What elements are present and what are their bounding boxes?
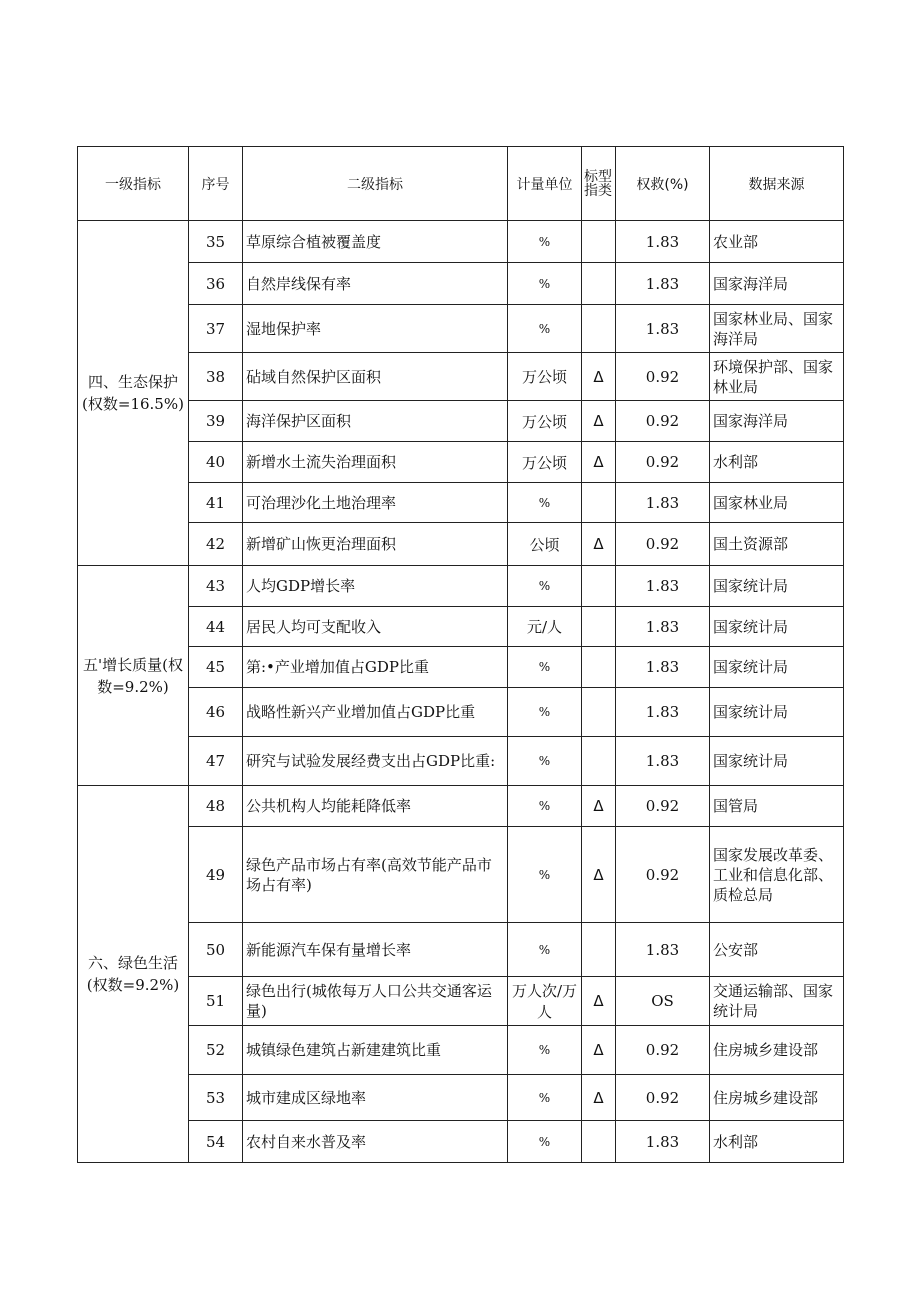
data-source-cell: 国家海洋局 bbox=[710, 401, 844, 442]
table-row bbox=[78, 442, 844, 483]
table-row bbox=[78, 607, 844, 647]
seq-cell: 51 bbox=[189, 977, 243, 1026]
data-source-cell: 国家林业局、国家海洋局 bbox=[710, 305, 844, 353]
seq-cell: 37 bbox=[189, 305, 243, 353]
weight-cell: 0.92 bbox=[616, 827, 710, 923]
secondary-indicator-cell: 可治理沙化土地治理率 bbox=[243, 483, 508, 523]
data-source-cell: 农业部 bbox=[710, 221, 844, 263]
weight-cell: 1.83 bbox=[616, 647, 710, 688]
unit-cell: 元/人 bbox=[508, 607, 582, 647]
secondary-indicator-cell: 绿色出行(城侬每万人口公共交通客运量) bbox=[243, 977, 508, 1026]
indicator-type-cell bbox=[582, 221, 616, 263]
header-seq: 序号 bbox=[189, 147, 243, 221]
seq-cell: 40 bbox=[189, 442, 243, 483]
table-header-row bbox=[78, 147, 844, 221]
seq-cell: 38 bbox=[189, 353, 243, 401]
indicator-type-cell: Δ bbox=[582, 401, 616, 442]
secondary-indicator-cell: 城市建成区绿地率 bbox=[243, 1075, 508, 1121]
seq-cell: 54 bbox=[189, 1121, 243, 1163]
indicator-type-cell: Δ bbox=[582, 353, 616, 401]
seq-cell: 50 bbox=[189, 923, 243, 977]
weight-cell: 1.83 bbox=[616, 688, 710, 737]
unit-cell: % bbox=[508, 221, 582, 263]
unit-cell: % bbox=[508, 786, 582, 827]
unit-cell: % bbox=[508, 688, 582, 737]
table-row bbox=[78, 737, 844, 786]
secondary-indicator-cell: 绿色产品市场占有率(高效节能产品市场占有率) bbox=[243, 827, 508, 923]
unit-cell: % bbox=[508, 263, 582, 305]
secondary-indicator-cell: 公共机构人均能耗降低率 bbox=[243, 786, 508, 827]
unit-cell: 万人次/万人 bbox=[508, 977, 582, 1026]
weight-cell: OS bbox=[616, 977, 710, 1026]
seq-cell: 39 bbox=[189, 401, 243, 442]
data-source-cell: 住房城乡建设部 bbox=[710, 1026, 844, 1075]
data-source-cell: 国家林业局 bbox=[710, 483, 844, 523]
weight-cell: 0.92 bbox=[616, 786, 710, 827]
secondary-indicator-cell: 湿地保护率 bbox=[243, 305, 508, 353]
seq-cell: 43 bbox=[189, 566, 243, 607]
indicator-type-cell bbox=[582, 737, 616, 786]
weight-cell: 1.83 bbox=[616, 607, 710, 647]
weight-cell: 0.92 bbox=[616, 1075, 710, 1121]
table-row bbox=[78, 1121, 844, 1163]
unit-cell: % bbox=[508, 1075, 582, 1121]
header-secondary-indicator: 二级指标 bbox=[243, 147, 508, 221]
primary-indicator-cell: 六、绿色生活(权数=9.2%) bbox=[78, 786, 189, 1163]
table-row bbox=[78, 305, 844, 353]
unit-cell: 万公顷 bbox=[508, 401, 582, 442]
seq-cell: 47 bbox=[189, 737, 243, 786]
data-source-cell: 水利部 bbox=[710, 442, 844, 483]
weight-cell: 0.92 bbox=[616, 442, 710, 483]
weight-cell: 1.83 bbox=[616, 566, 710, 607]
indicator-type-cell: Δ bbox=[582, 1075, 616, 1121]
secondary-indicator-cell: 新能源汽车保有量增长率 bbox=[243, 923, 508, 977]
secondary-indicator-cell: 人均GDP增长率 bbox=[243, 566, 508, 607]
weight-cell: 1.83 bbox=[616, 1121, 710, 1163]
seq-cell: 36 bbox=[189, 263, 243, 305]
indicator-type-cell bbox=[582, 1121, 616, 1163]
data-source-cell: 国家统计局 bbox=[710, 607, 844, 647]
header-primary-indicator: 一级指标 bbox=[78, 147, 189, 221]
secondary-indicator-cell: 研究与试验发展经费支出占GDP比重: bbox=[243, 737, 508, 786]
data-source-cell: 水利部 bbox=[710, 1121, 844, 1163]
table-row bbox=[78, 263, 844, 305]
unit-cell: 万公顷 bbox=[508, 353, 582, 401]
weight-cell: 0.92 bbox=[616, 353, 710, 401]
indicator-type-cell bbox=[582, 688, 616, 737]
weight-cell: 1.83 bbox=[616, 923, 710, 977]
secondary-indicator-cell: 自然岸线保有率 bbox=[243, 263, 508, 305]
seq-cell: 41 bbox=[189, 483, 243, 523]
unit-cell: % bbox=[508, 305, 582, 353]
unit-cell: % bbox=[508, 737, 582, 786]
weight-cell: 0.92 bbox=[616, 401, 710, 442]
seq-cell: 48 bbox=[189, 786, 243, 827]
data-source-cell: 住房城乡建设部 bbox=[710, 1075, 844, 1121]
data-source-cell: 环境保护部、国家林业局 bbox=[710, 353, 844, 401]
seq-cell: 49 bbox=[189, 827, 243, 923]
indicator-type-cell bbox=[582, 305, 616, 353]
indicator-type-cell bbox=[582, 607, 616, 647]
table-row bbox=[78, 1075, 844, 1121]
unit-cell: % bbox=[508, 827, 582, 923]
secondary-indicator-cell: 第:•产业增加值占GDP比重 bbox=[243, 647, 508, 688]
seq-cell: 35 bbox=[189, 221, 243, 263]
secondary-indicator-cell: 砧域自然保护区面积 bbox=[243, 353, 508, 401]
header-unit: 计量单位 bbox=[508, 147, 582, 221]
secondary-indicator-cell: 新增矿山恢更治理面积 bbox=[243, 523, 508, 566]
weight-cell: 1.83 bbox=[616, 263, 710, 305]
indicator-type-cell: Δ bbox=[582, 442, 616, 483]
primary-indicator-cell: 四、生态保护(权数=16.5%) bbox=[78, 221, 189, 566]
weight-cell: 0.92 bbox=[616, 1026, 710, 1075]
indicator-type-cell: Δ bbox=[582, 786, 616, 827]
seq-cell: 53 bbox=[189, 1075, 243, 1121]
data-source-cell: 国管局 bbox=[710, 786, 844, 827]
secondary-indicator-cell: 农村自来水普及率 bbox=[243, 1121, 508, 1163]
table-row bbox=[78, 566, 844, 607]
indicator-table bbox=[77, 146, 844, 1163]
weight-cell: 1.83 bbox=[616, 305, 710, 353]
secondary-indicator-cell: 居民人均可支配收入 bbox=[243, 607, 508, 647]
indicator-type-cell bbox=[582, 647, 616, 688]
data-source-cell: 国土资源部 bbox=[710, 523, 844, 566]
weight-cell: 0.92 bbox=[616, 523, 710, 566]
table-row bbox=[78, 827, 844, 923]
unit-cell: % bbox=[508, 566, 582, 607]
secondary-indicator-cell: 战略性新兴产业增加值占GDP比重 bbox=[243, 688, 508, 737]
secondary-indicator-cell: 新增水土流失治理面积 bbox=[243, 442, 508, 483]
weight-cell: 1.83 bbox=[616, 737, 710, 786]
table-row bbox=[78, 923, 844, 977]
indicator-type-cell bbox=[582, 483, 616, 523]
weight-cell: 1.83 bbox=[616, 221, 710, 263]
data-source-cell: 国家统计局 bbox=[710, 688, 844, 737]
table-row bbox=[78, 977, 844, 1026]
table-row bbox=[78, 353, 844, 401]
table-row bbox=[78, 688, 844, 737]
header-indicator-type: 标型指类 bbox=[582, 147, 616, 221]
indicator-type-cell: Δ bbox=[582, 827, 616, 923]
indicator-type-cell: Δ bbox=[582, 1026, 616, 1075]
seq-cell: 44 bbox=[189, 607, 243, 647]
header-data-source: 数据来源 bbox=[710, 147, 844, 221]
unit-cell: % bbox=[508, 647, 582, 688]
secondary-indicator-cell: 草原综合植被覆盖度 bbox=[243, 221, 508, 263]
seq-cell: 42 bbox=[189, 523, 243, 566]
indicator-type-cell: Δ bbox=[582, 977, 616, 1026]
secondary-indicator-cell: 城镇绿色建筑占新建建筑比重 bbox=[243, 1026, 508, 1075]
data-source-cell: 国家统计局 bbox=[710, 737, 844, 786]
primary-indicator-cell: 五'增长质量(权数=9.2%) bbox=[78, 566, 189, 786]
weight-cell: 1.83 bbox=[616, 483, 710, 523]
table-row bbox=[78, 647, 844, 688]
unit-cell: % bbox=[508, 923, 582, 977]
seq-cell: 46 bbox=[189, 688, 243, 737]
indicator-type-cell bbox=[582, 923, 616, 977]
seq-cell: 45 bbox=[189, 647, 243, 688]
header-weight: 权救(%) bbox=[616, 147, 710, 221]
data-source-cell: 国家统计局 bbox=[710, 647, 844, 688]
data-source-cell: 国家统计局 bbox=[710, 566, 844, 607]
unit-cell: 万公顷 bbox=[508, 442, 582, 483]
table-row bbox=[78, 523, 844, 566]
table-row bbox=[78, 483, 844, 523]
secondary-indicator-cell: 海洋保护区面积 bbox=[243, 401, 508, 442]
unit-cell: 公顷 bbox=[508, 523, 582, 566]
table-row bbox=[78, 401, 844, 442]
data-source-cell: 国家发展改革委、工业和信息化部、质检总局 bbox=[710, 827, 844, 923]
table-row bbox=[78, 1026, 844, 1075]
data-source-cell: 公安部 bbox=[710, 923, 844, 977]
unit-cell: % bbox=[508, 483, 582, 523]
unit-cell: % bbox=[508, 1026, 582, 1075]
data-source-cell: 国家海洋局 bbox=[710, 263, 844, 305]
unit-cell: % bbox=[508, 1121, 582, 1163]
seq-cell: 52 bbox=[189, 1026, 243, 1075]
indicator-type-cell bbox=[582, 566, 616, 607]
indicator-type-cell: Δ bbox=[582, 523, 616, 566]
table-row bbox=[78, 221, 844, 263]
data-source-cell: 交通运输部、国家统计局 bbox=[710, 977, 844, 1026]
table-row bbox=[78, 786, 844, 827]
indicator-type-cell bbox=[582, 263, 616, 305]
